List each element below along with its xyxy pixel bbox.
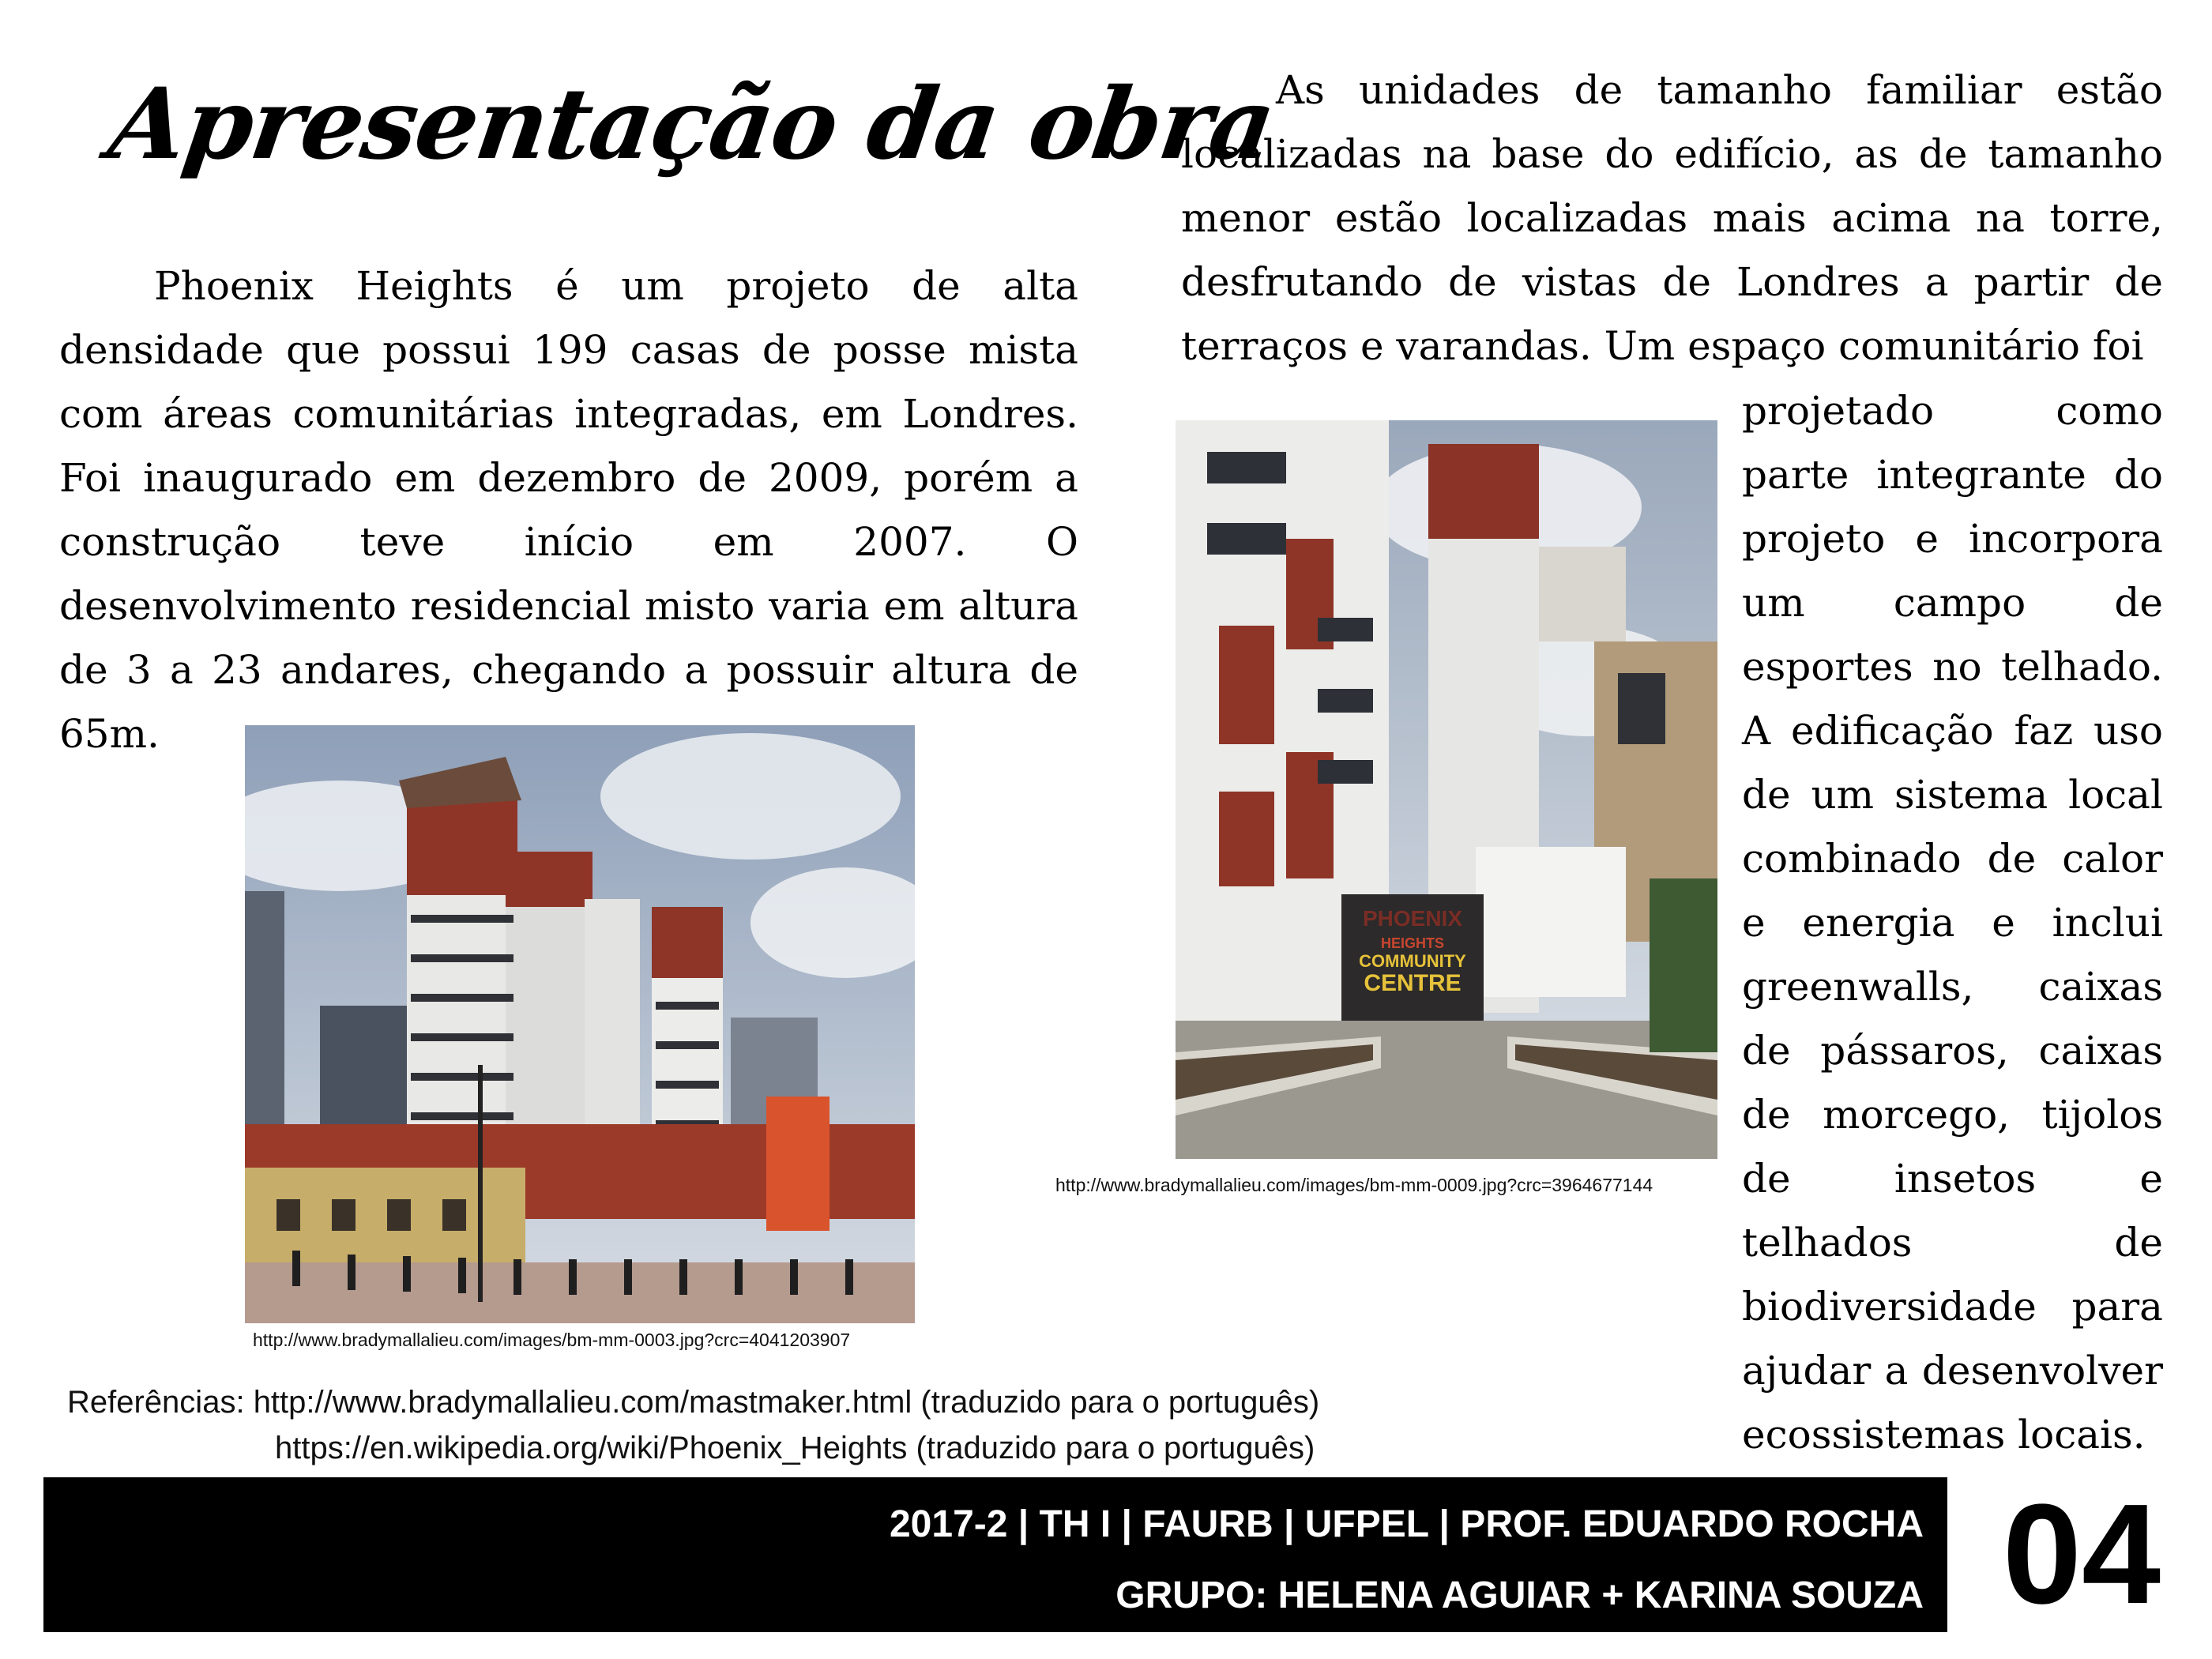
- intro-paragraph: Phoenix Heights é um projeto de alta densidade que possui 199 casas de posse mista com áreas comunitárias integradas, em Londres. Foi inaugurado em dezembro de 2009, porém a construção teve início em 2007. O desenvolvimento residencial misto varia em altura de 3 a 23 andares, chegando a possuir altura de 65m.: [59, 263, 1078, 757]
- photo-left-caption[interactable]: http://www.bradymallalieu.com/images/bm-mm-0003.jpg?crc=4041203907: [253, 1330, 851, 1350]
- sign-heights: HEIGHTS: [1380, 935, 1445, 951]
- far-tower-red: [1428, 444, 1539, 539]
- footer-course-info: 2017-2 | TH I | FAURB | UFPEL | PROF. EDUARDO ROCHA: [889, 1503, 1924, 1545]
- reference-link-1[interactable]: http://www.bradymallalieu.com/mastmaker.html (traduzido para o português): [253, 1385, 1320, 1420]
- right-paragraph-column: projetado como parte integrante do projeto e incorpora um campo de esportes no telhado. A edificação faz uso de um sistema local combinado de calor e energia e inclui greenwalls, caixas de pássaros, caixas de morcego, tijolos de insetos e telhados de biodiversidade para ajudar a desenvolver ecossistemas locais.: [1742, 388, 2163, 1458]
- tower-red-top: [407, 800, 517, 895]
- right-window: [1618, 673, 1665, 744]
- lamp-post: [478, 1065, 483, 1302]
- photo-right-caption[interactable]: http://www.bradymallalieu.com/images/bm-mm-0009.jpg?crc=3964677144: [1055, 1175, 1653, 1195]
- reference-line-1: [67, 1379, 1319, 1425]
- sign-centre: CENTRE: [1364, 970, 1462, 996]
- photo-phoenix-heights-exterior: [245, 725, 915, 1323]
- sign-community: COMMUNITY: [1359, 951, 1466, 971]
- orange-block: [766, 1097, 830, 1231]
- green-wall: [1650, 878, 1717, 1052]
- white-block: [1476, 847, 1626, 997]
- right-upper-block: [1539, 547, 1626, 641]
- cloud: [600, 733, 901, 860]
- page-number: 04: [2002, 1475, 2161, 1634]
- plaza-ground: [245, 1262, 915, 1323]
- page-title: Apresentação da obra: [102, 67, 1281, 182]
- references: [67, 1379, 1319, 1471]
- photo-community-centre: [1176, 420, 1717, 1159]
- footer-bar: [43, 1477, 1947, 1632]
- sign-phoenix: PHOENIX: [1362, 906, 1463, 931]
- reference-line-2: [67, 1425, 1319, 1471]
- reference-link-2[interactable]: https://en.wikipedia.org/wiki/Phoenix_Heights (traduzido para o português): [275, 1431, 1315, 1465]
- right-tower-red: [652, 907, 723, 978]
- references-label: Referências:: [67, 1385, 245, 1420]
- middle-block-red: [506, 852, 592, 907]
- right-paragraph-top: As unidades de tamanho familiar estão localizadas na base do edifício, as de tamanho menor estão localizadas mais acima na torre, desfrutando de vistas de Londres a partir de terraços e varandas. Um espaço comunitário foi: [1181, 67, 2163, 369]
- footer-group-info: GRUPO: HELENA AGUIAR + KARINA SOUZA: [1115, 1574, 1924, 1616]
